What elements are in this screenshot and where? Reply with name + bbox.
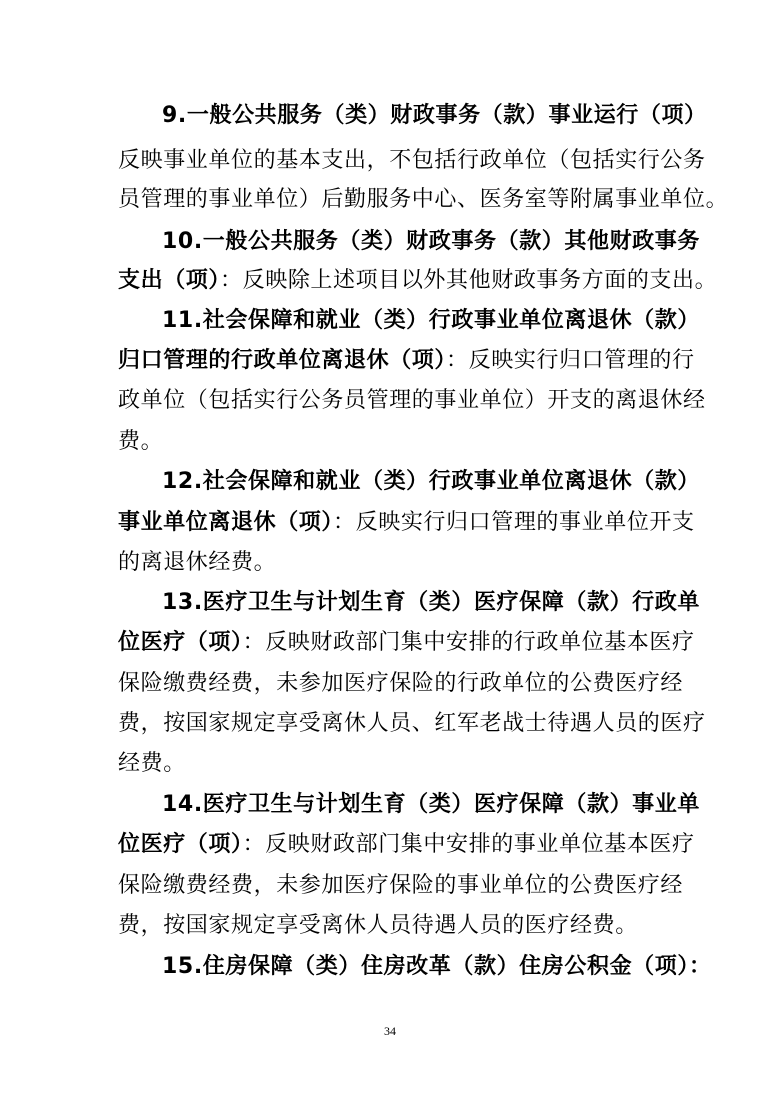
item-14-line-1 xyxy=(0,830,780,860)
item-13-line-1 xyxy=(0,628,780,658)
item-11-head: 归口管理的行政单位离退休（项） xyxy=(118,348,447,373)
item-13-line-3: 费，按国家规定享受离休人员、红军老战士待遇人员的医疗 xyxy=(118,711,706,736)
item-10-text: ：反映除上述项目以外其他财政事务方面的支出。 xyxy=(220,268,718,293)
item-11-line-1 xyxy=(0,346,780,376)
item-9-line-2: 员管理的事业单位）后勤服务中心、医务室等附属事业单位。 xyxy=(118,187,729,212)
item-11-heading: 11.社会保障和就业（类）行政事业单位离退休（款） xyxy=(162,308,700,333)
item-10-heading: 10.一般公共服务（类）财政事务（款）其他财政事务 xyxy=(162,229,700,254)
item-13-head: 位医疗（项） xyxy=(118,630,243,655)
item-12-text: ：反映实行归口管理的事业单位开支 xyxy=(333,510,695,535)
item-13-line-2: 保险缴费经费，未参加医疗保险的行政单位的公费医疗经 xyxy=(118,671,684,696)
item-11-text: ：反映实行归口管理的行 xyxy=(446,348,695,373)
item-14-head: 位医疗（项） xyxy=(118,832,243,857)
item-9-heading: 9.一般公共服务（类）财政事务（款）事业运行（项） xyxy=(162,103,707,128)
item-10-line-1 xyxy=(0,266,780,296)
item-13-heading: 13.医疗卫生与计划生育（类）医疗保障（款）行政单 xyxy=(162,590,700,615)
item-10-head: 支出（项） xyxy=(118,268,221,293)
page-number: 34 xyxy=(384,1024,396,1038)
item-14-line-3: 费，按国家规定享受离休人员待遇人员的医疗经费。 xyxy=(118,913,638,938)
item-12-heading: 12.社会保障和就业（类）行政事业单位离退休（款） xyxy=(162,469,700,494)
item-12-line-1 xyxy=(0,508,780,538)
item-13-text: ：反映财政部门集中安排的行政单位基本医疗 xyxy=(242,630,695,655)
item-11-line-2: 政单位（包括实行公务员管理的事业单位）开支的离退休经 xyxy=(118,388,706,413)
item-12-line-2: 的离退休经费。 xyxy=(118,550,277,575)
item-14-text: ：反映财政部门集中安排的事业单位基本医疗 xyxy=(242,832,695,857)
item-11-line-3: 费。 xyxy=(118,429,164,454)
item-14-heading: 14.医疗卫生与计划生育（类）医疗保障（款）事业单 xyxy=(162,792,700,817)
item-12-head: 事业单位离退休（项） xyxy=(118,510,334,535)
item-9-line-1: 反映事业单位的基本支出，不包括行政单位（包括实行公务 xyxy=(118,148,706,173)
item-14-line-2: 保险缴费经费，未参加医疗保险的事业单位的公费医疗经 xyxy=(118,873,684,898)
item-15-heading: 15.住房保障（类）住房改革（款）住房公积金（项）： xyxy=(162,954,712,979)
item-13-line-4: 经费。 xyxy=(118,751,186,776)
